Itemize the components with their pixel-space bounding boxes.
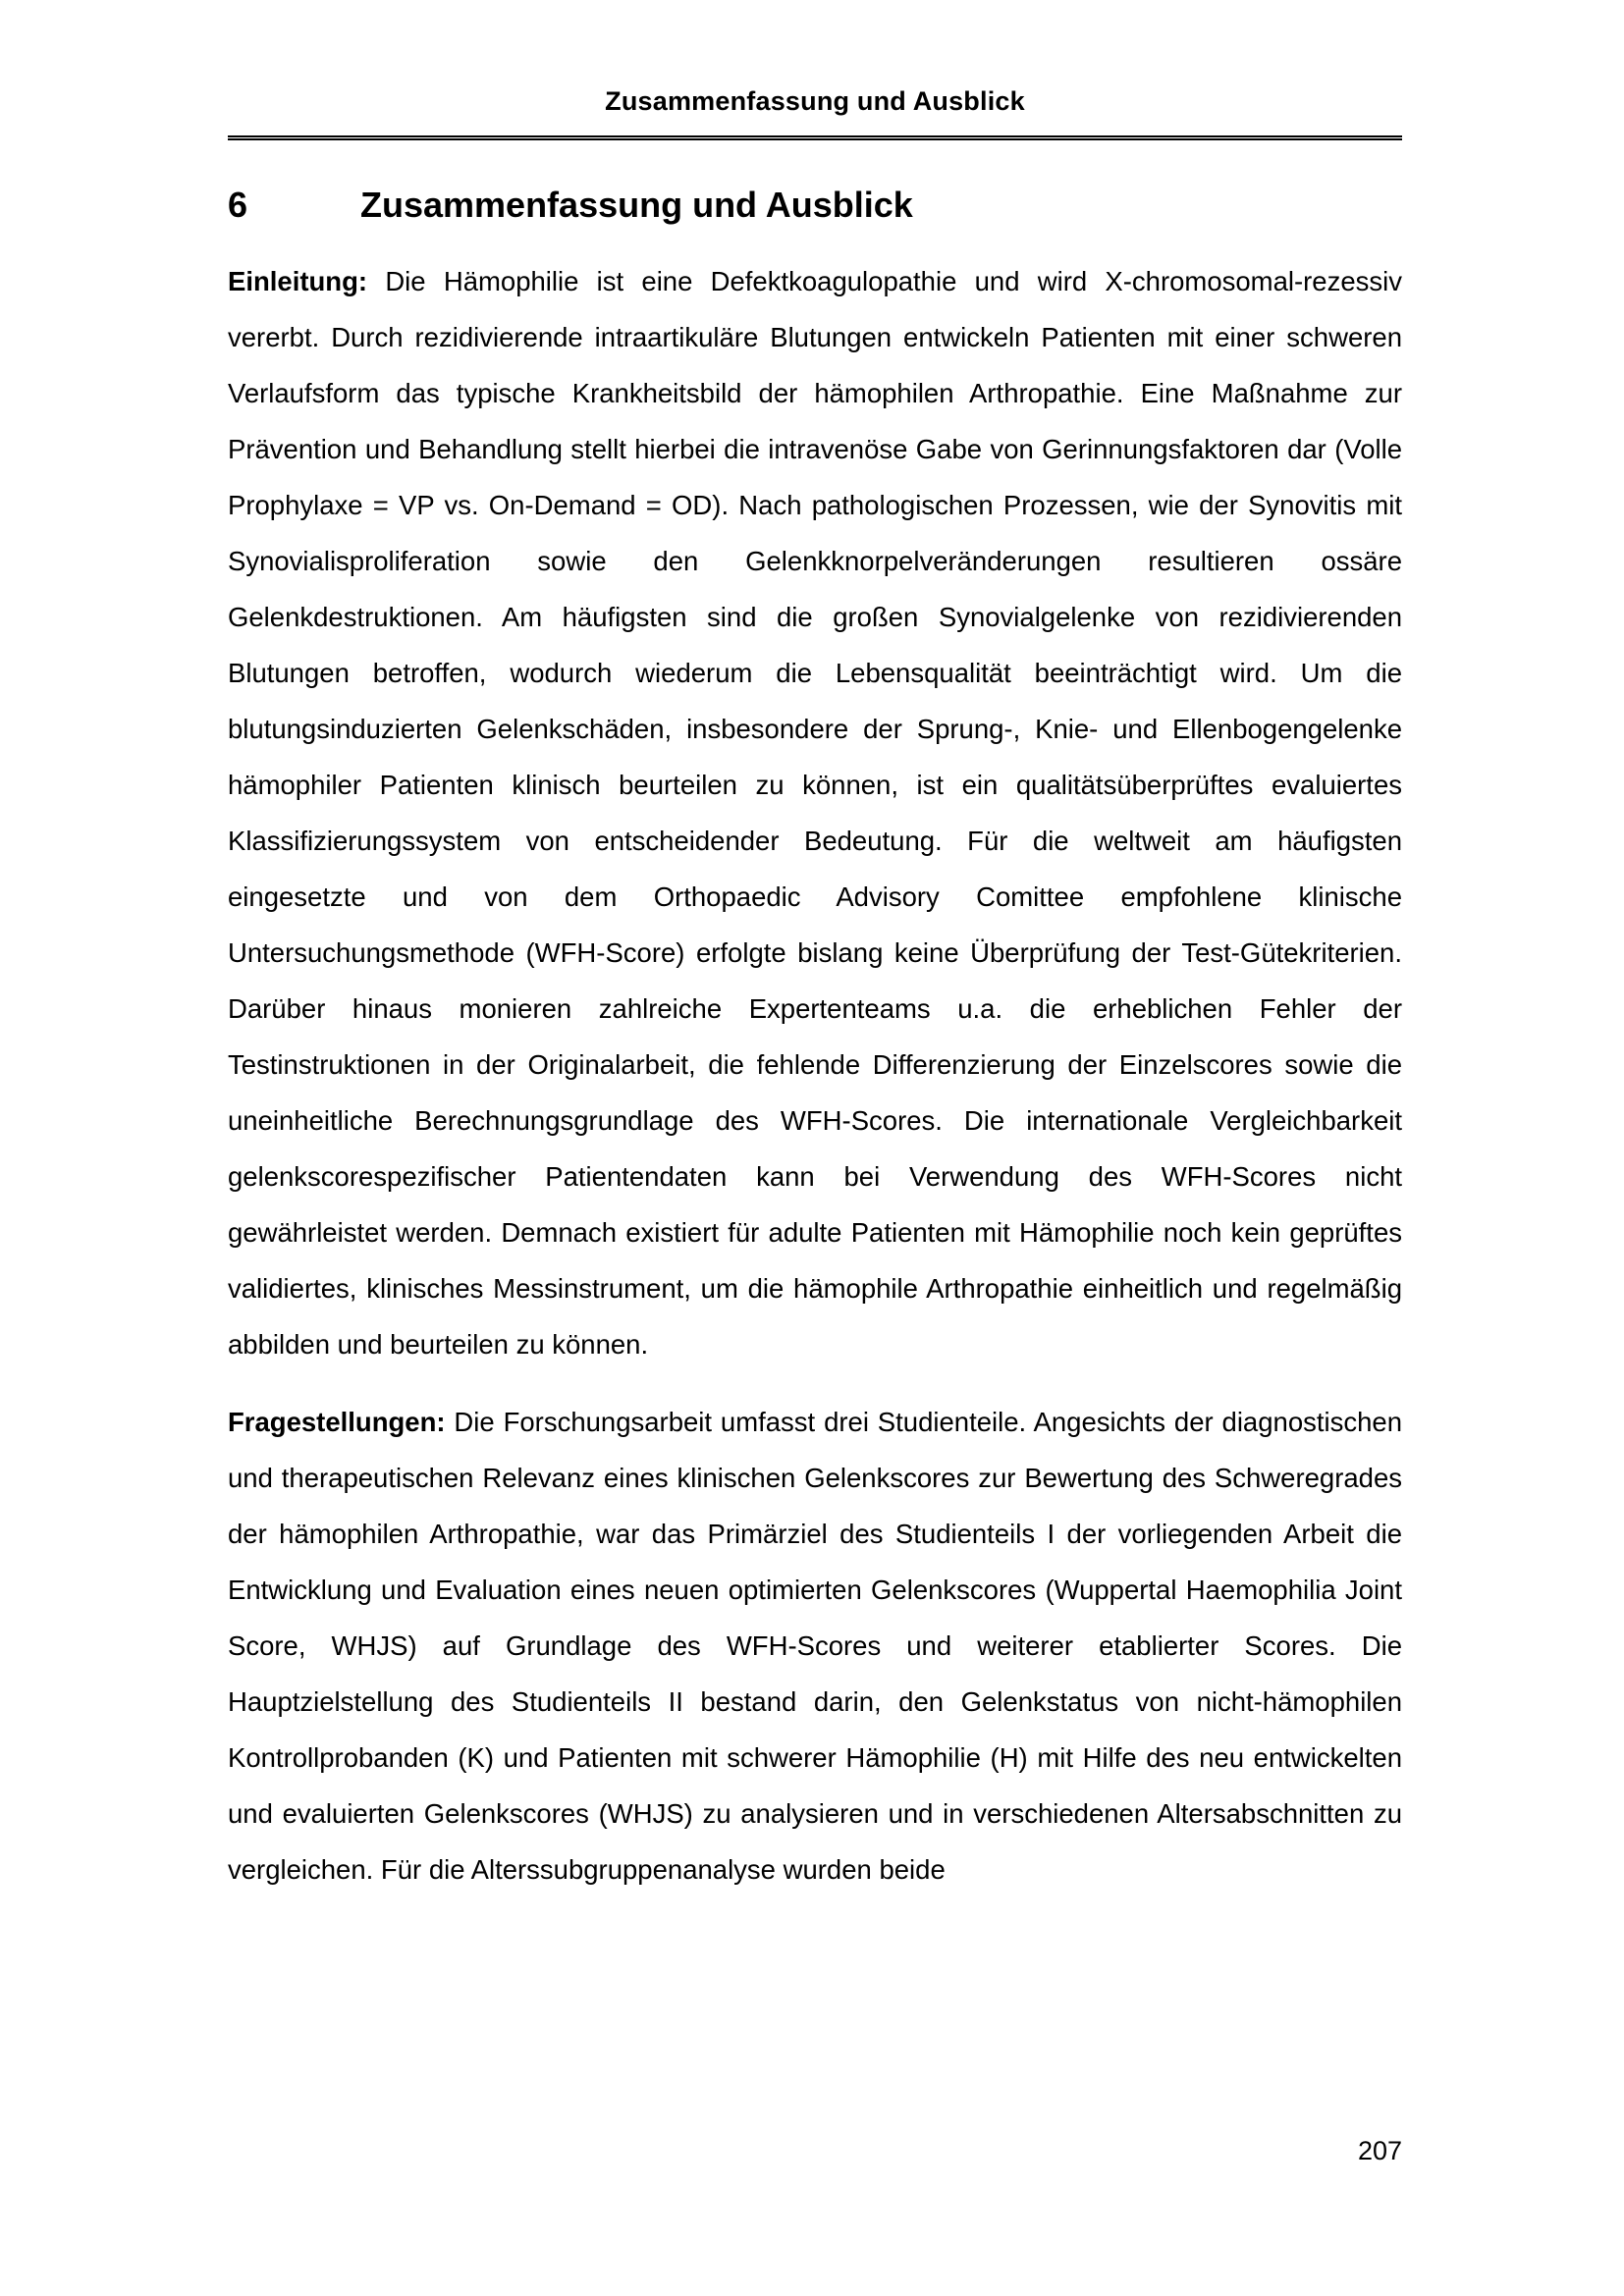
header-rule (228, 135, 1402, 140)
running-head: Zusammenfassung und Ausblick (605, 86, 1025, 116)
paragraph-lead-fragestellungen: Fragestellungen: (228, 1407, 446, 1437)
paragraph-fragestellungen (228, 1394, 1402, 1897)
page-number: 207 (1357, 2136, 1402, 2165)
paragraph-lead-einleitung: Einleitung: (228, 266, 368, 296)
paragraph-body-einleitung: Die Hämophilie ist eine Defektkoagulopathie und wird X-chromosomal-rezessiv vererbt. Durch rezidivierende intraartikuläre Blutungen entwickeln Patienten mit einer schweren Verlaufsform das typische Krankheitsbild der hämophilen Arthropathie. Eine Maßnahme zur Prävention und Behandlung stellt hierbei die intravenöse Gabe von Gerinnungsfaktoren dar (Volle Prophylaxe = VP vs. On-Demand = OD). Nach pathologischen Prozessen, wie der Synovitis mit Synovialisproliferation sowie den Gelenkknorpelveränderungen resultieren ossäre Gelenkdestruktionen. Am häufigsten sind die großen Synovialgelenke von rezidivierenden Blutungen betroffen, wodurch wiederum die Lebensqualität beeinträchtigt wird. Um die blutungsinduzierten Gelenkschäden, insbesondere der Sprung-, Knie- und Ellenbogengelenke hämophiler Patienten klinisch beurteilen zu können, ist ein qualitätsüberprüftes evaluiertes Klassifizierungssystem von entscheidender Bedeutung. Für die weltweit am häufigsten eingesetzte und von dem Orthopaedic Advisory Comittee empfohlene klinische Untersuchungsmethode (WFH-Score) erfolgte bislang keine Überprüfung der Test-Gütekriterien. Darüber hinaus monieren zahlreiche Expertenteams u.a. die erheblichen Fehler der Testinstruktionen in der Originalarbeit, die fehlende Differenzierung der Einzelscores sowie die uneinheitliche Berechnungsgrundlage des WFH-Scores. Die internationale Vergleichbarkeit gelenkscorespezifischer Patientendaten kann bei Verwendung des WFH-Scores nicht gewährleistet werden. Demnach existiert für adulte Patienten mit Hämophilie noch kein geprüftes validiertes, klinisches Messinstrument, um die hämophile Arthropathie einheitlich und regelmäßig abbilden und beurteilen zu können. (228, 266, 1402, 1360)
paragraph-einleitung (228, 253, 1402, 1372)
chapter-heading (228, 185, 1406, 226)
chapter-title: Zusammenfassung und Ausblick (360, 185, 913, 225)
body-text (228, 253, 1402, 1919)
paragraph-body-fragestellungen: Die Forschungsarbeit umfasst drei Studienteile. Angesichts der diagnostischen und therapeutischen Relevanz eines klinischen Gelenkscores zur Bewertung des Schweregrades der hämophilen Arthropathie, war das Primärziel des Studienteils I der vorliegenden Arbeit die Entwicklung und Evaluation eines neuen optimierten Gelenkscores (Wuppertal Haemophilia Joint Score, WHJS) auf Grundlage des WFH-Scores und weiterer etablierter Scores. Die Hauptzielstellung des Studienteils II bestand darin, den Gelenkstatus von nicht-hämophilen Kontrollprobanden (K) und Patienten mit schwerer Hämophilie (H) mit Hilfe des neu entwickelten und evaluierten Gelenkscores (WHJS) zu analysieren und in verschiedenen Altersabschnitten zu vergleichen. Für die Alterssubgruppenanalyse wurden beide (228, 1407, 1402, 1885)
chapter-number: 6 (228, 185, 248, 225)
